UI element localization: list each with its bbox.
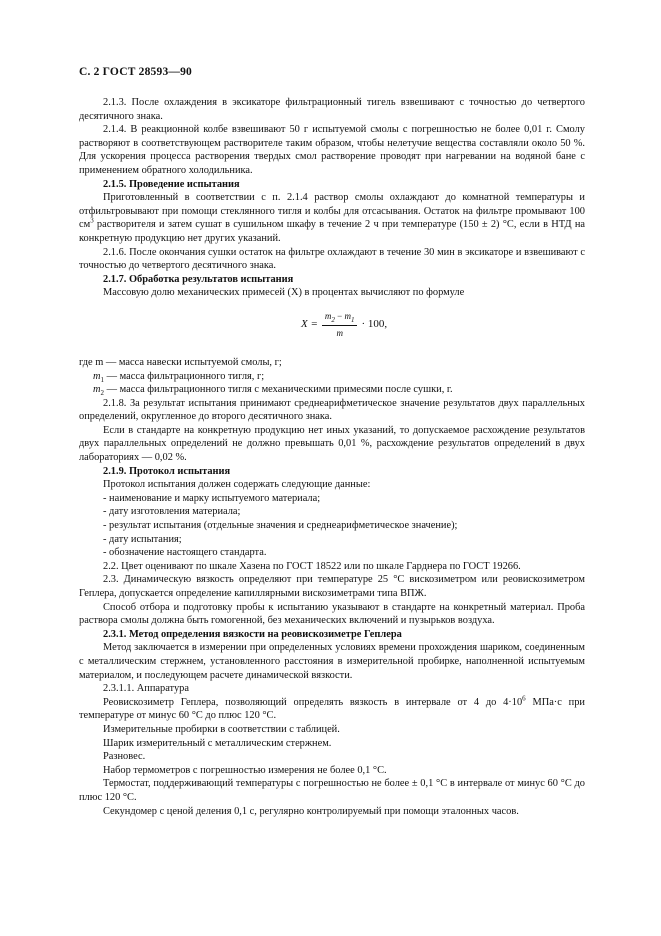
paragraph-2-1-5 bbox=[79, 191, 585, 245]
paragraph-2-3-b: Способ отбора и подготовку пробы к испытанию указывают в стандарте на конкретный материал. Проба раствора смолы должна быть гомогенной, без механических включений и пузырьков воздуха. bbox=[79, 601, 585, 627]
where-m2-text: — масса фильтрационного тигля с механическими примесями после сушки, г. bbox=[104, 384, 453, 396]
formula-num-sub-b: 1 bbox=[350, 315, 355, 324]
paragraph-2-3: 2.3. Динамическую вязкость определяют при температуре 25 °С вискозиметром или реовискозиметром Геплера, допускается определение капиллярными вискозиметрами типа ВПЖ. bbox=[79, 574, 585, 599]
formula-denominator: m bbox=[336, 327, 343, 338]
list-item: - результат испытания (отдельные значения и среднеарифметическое значение); bbox=[103, 520, 458, 532]
formula-tail: · 100, bbox=[361, 318, 388, 331]
paragraph-2-1-6: 2.1.6. После окончания сушки остаток на фильтре охлаждают в течение 30 мин в эксикаторе и взвешивают с точностью до четвертого десятичного знака. bbox=[79, 246, 585, 272]
document-body bbox=[79, 96, 585, 818]
where-m2-sub: 2 bbox=[100, 389, 105, 398]
heading-2-1-5: 2.1.5. Проведение испытания bbox=[103, 178, 240, 190]
where-m1 bbox=[79, 370, 585, 384]
paragraph-2-1-9: Протокол испытания должен содержать следующие данные: bbox=[103, 479, 371, 491]
paragraph-2-1-8-b: Если в стандарте на конкретную продукцию нет иных указаний, то допускаемое расхождение результатов двух параллельных определений не должно превышать 0,01 %, расхождение результатов определений в двух лабораториях — 0,02 %. bbox=[79, 424, 585, 464]
paragraph-2-1-5-part-b: растворителя и затем сушат в сушильном шкафу в течение 2 ч при температуре (150 ± 2) °С, если в НТД на конкретную продукцию нет других указаний. bbox=[79, 219, 585, 244]
list-item: - дату испытания; bbox=[103, 533, 182, 545]
paragraph-ball: Шарик измерительный с металлическим стержнем. bbox=[103, 737, 332, 749]
heading-2-3-1: 2.3.1. Метод определения вязкости на реовискозиметре Геплера bbox=[103, 628, 402, 640]
where-m: где m — масса навески испытуемой смолы, г; bbox=[79, 356, 282, 368]
formula bbox=[301, 310, 387, 340]
formula-num-var-b: m bbox=[344, 310, 351, 321]
where-m1-text: — масса фильтрационного тигля, г; bbox=[104, 370, 265, 382]
formula-minus: − bbox=[334, 310, 345, 321]
paragraph-reoviscometer bbox=[79, 696, 585, 723]
reoviscometer-exponent: 6 bbox=[522, 694, 526, 703]
formula-fraction bbox=[322, 310, 358, 340]
list-item: - наименование и марку испытуемого материала; bbox=[103, 492, 321, 504]
heading-2-1-9: 2.1.9. Протокол испытания bbox=[103, 465, 231, 477]
paragraph-2-1-4: 2.1.4. В реакционной колбе взвешивают 50 г испытуемой смолы с погрешностью не более 0,01 г. Смолу растворяют в соответствующем растворителе таким образом, чтобы нелетучие вещества составляли около 50 %. Для ускорения процесса растворения твердых смол растворение проводят при нагревании на водяной бане с применением обратного холодильника. bbox=[79, 124, 585, 176]
running-head: С. 2 ГОСТ 28593—90 bbox=[79, 66, 192, 78]
paragraph-stopwatch: Секундомер с ценой деления 0,1 с, регулярно контролируемый при помощи эталонных часов. bbox=[103, 805, 519, 817]
formula-numerator bbox=[322, 310, 358, 326]
formula-num-sub-a: 2 bbox=[331, 315, 335, 324]
list-item: - обозначение настоящего стандарта. bbox=[103, 547, 267, 559]
where-m2-var: m bbox=[93, 384, 101, 396]
paragraph-thermometers: Набор термометров с погрешностью измерения не более 0,1 °С. bbox=[103, 764, 387, 776]
formula-lhs: X = bbox=[301, 318, 318, 331]
paragraph-2-1-3: 2.1.3. После охлаждения в эксикаторе фильтрационный тигель взвешивают с точностью до четвертого десятичного знака. bbox=[79, 97, 585, 122]
paragraph-weights: Разновес. bbox=[103, 751, 146, 763]
list-item: - дату изготовления материала; bbox=[103, 506, 241, 518]
paragraph-2-1-5-part-a: Приготовленный в соответствии с п. 2.1.4 раствор смолы охлаждают до комнатной температуры и отфильтровывают при помощи стеклянного тигля и колбы для отсасывания. Остаток на фильтре промывают 100 см bbox=[79, 192, 585, 231]
paragraph-2-3-1: Метод заключается в измерении при определенных условиях времени прохождения шариком, соединенным с металлическим стержнем, установленного расстояния в измерительной пробирке, наполненной испытуемым материалом, и последующем расчете динамической вязкости. bbox=[79, 642, 585, 681]
where-m1-var: m bbox=[93, 370, 101, 382]
paragraph-2-1-8: 2.1.8. За результат испытания принимают среднеарифметическое значение результатов двух параллельных определений, округленное до второго десятичного знака. bbox=[79, 397, 585, 423]
where-m1-sub: 1 bbox=[100, 375, 105, 384]
where-m2 bbox=[79, 383, 585, 397]
paragraph-tubes: Измерительные пробирки в соответствии с таблицей. bbox=[103, 723, 340, 735]
paragraph-thermostat: Термостат, поддерживающий температуры с погрешностью не более ± 0,1 °С в интервале от минус 60 °С до плюс 120 °С. bbox=[79, 778, 585, 803]
cubic-superscript: 3 bbox=[90, 216, 94, 225]
paragraph-2-2: 2.2. Цвет оценивают по шкале Хазена по ГОСТ 18522 или по шкале Гарднера по ГОСТ 19266. bbox=[103, 560, 521, 572]
formula-num-var-a: m bbox=[324, 310, 332, 321]
reoviscometer-part-b: МПа·с при температуре от минус 60 °С до плюс 120 °С. bbox=[79, 696, 585, 722]
reoviscometer-part-a: Реовискозиметр Геплера, позволяющий определять вязкость в интервале от 4 до 4·10 bbox=[103, 696, 523, 708]
paragraph-2-3-1-1: 2.3.1.1. Аппаратура bbox=[103, 683, 189, 695]
heading-2-1-7: 2.1.7. Обработка результатов испытания bbox=[103, 273, 294, 285]
formula-block bbox=[79, 300, 585, 356]
formula-intro: Массовую долю механических примесей (X) в процентах вычисляют по формуле bbox=[103, 287, 465, 299]
